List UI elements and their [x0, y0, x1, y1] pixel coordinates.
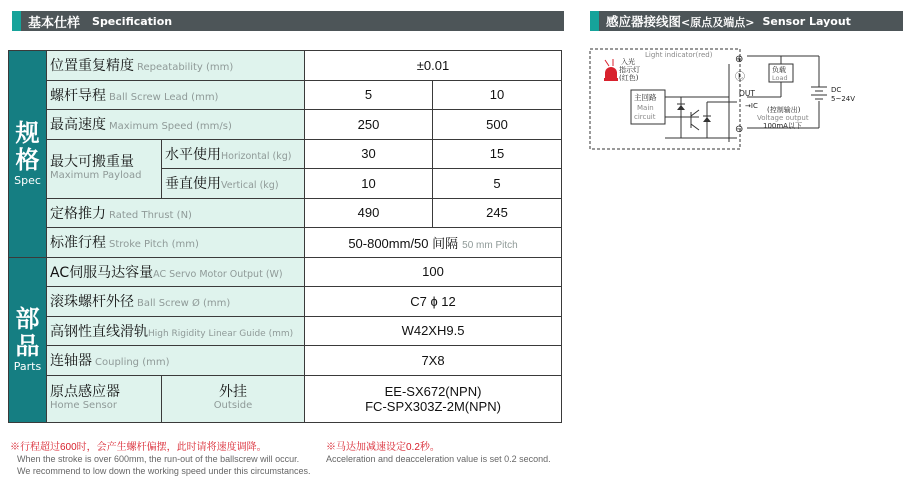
- main-circuit-en2: circuit: [634, 113, 656, 121]
- note-accel: [326, 441, 551, 466]
- sensor-header: [590, 11, 903, 31]
- value-horizontal-1: 30: [305, 139, 433, 169]
- label-vertical: 垂直使用Vertical (kg): [162, 169, 305, 199]
- value-lead-2: 10: [433, 80, 562, 110]
- group-spec-zh: 规格: [15, 119, 40, 175]
- main-circuit-en1: Main: [637, 104, 654, 112]
- spec-header-zh: 基本仕样: [28, 15, 81, 31]
- terminal-control: Ⓛ: [735, 72, 745, 83]
- value-vertical-1: 10: [305, 169, 433, 199]
- light-label-zh2: 指示灯: [619, 66, 640, 74]
- value-vertical-2: 5: [433, 169, 562, 199]
- value-thrust-2: 245: [433, 198, 562, 228]
- note-stroke: [10, 441, 310, 477]
- note-stroke-en2: We recommend to low down the working speed under this circumstances.: [17, 465, 311, 476]
- row-stroke: [9, 228, 562, 258]
- label-coupling: 连轴器 Coupling (mm): [47, 346, 305, 376]
- row-speed: [9, 110, 562, 140]
- note-accel-zh: ※马达加减速设定0.2秒。: [326, 442, 440, 453]
- label-ballscrew: 滚珠螺杆外径 Ball Screw Ø (mm): [47, 287, 305, 317]
- sensor-header-zh: 感应器接线图<原点及端点>: [606, 14, 755, 29]
- group-spec: [9, 51, 47, 258]
- label-stroke: 标准行程 Stroke Pitch (mm): [47, 228, 305, 258]
- value-repeatability: ±0.01: [305, 51, 562, 81]
- group-parts-zh: 部品: [15, 305, 40, 360]
- row-coupling: [9, 346, 562, 376]
- row-ballscrew: [9, 287, 562, 317]
- spec-table: [8, 50, 562, 423]
- dc-label: DC: [831, 86, 842, 94]
- label-thrust: 定格推力 Rated Thrust (N): [47, 198, 305, 228]
- group-parts: [9, 257, 47, 422]
- note-stroke-en1: When the stroke is over 600mm, the run-out of the ballscrew will occur.: [17, 454, 300, 464]
- value-ballscrew: C7 ɸ 12: [305, 287, 562, 317]
- sensor-wiring-diagram: [589, 42, 879, 157]
- value-speed-2: 500: [433, 110, 562, 140]
- header-accent: [590, 11, 599, 31]
- value-sensor: EE-SX672(NPN) FC-SPX303Z-2M(NPN): [305, 375, 562, 422]
- value-lead-1: 5: [305, 80, 433, 110]
- value-coupling: 7X8: [305, 346, 562, 376]
- row-guide: [9, 316, 562, 346]
- load-en: Load: [772, 74, 788, 82]
- label-motor: AC伺服马达容量AC Servo Motor Output (W): [47, 257, 305, 287]
- label-sensor: 原点感应器 Home Sensor: [47, 375, 162, 422]
- note-accel-en: Acceleration and deacceleration value is set 0.2 second.: [326, 454, 551, 464]
- output-zh: (控制输出): [767, 106, 801, 114]
- row-motor: [9, 257, 562, 287]
- row-lead: [9, 80, 562, 110]
- label-outside: 外挂 Outside: [162, 375, 305, 422]
- load-zh: 负载: [772, 66, 786, 74]
- internal-wiring: [665, 64, 737, 142]
- light-label-en: Light indicator(red): [645, 51, 713, 59]
- label-repeatability: 位置重复精度 Repeatability (mm): [47, 51, 305, 81]
- row-repeatability: [9, 51, 562, 81]
- ic-label: →IC: [745, 102, 758, 110]
- light-label-zh1: 入光: [621, 58, 635, 66]
- sensor-header-en: Sensor Layout: [762, 14, 851, 28]
- label-horizontal: 水平使用Horizontal (kg): [162, 139, 305, 169]
- light-label-zh3: (红色): [619, 74, 639, 82]
- value-stroke: 50-800mm/50 间隔 50 mm Pitch: [305, 228, 562, 258]
- output-en: Voltage output: [757, 114, 809, 122]
- row-payload-horizontal: [9, 139, 562, 169]
- out-label: OUT: [739, 89, 755, 98]
- label-guide: 高钢性直线滑轨High Rigidity Linear Guide (mm): [47, 316, 305, 346]
- label-lead: 螺杆导程 Ball Screw Lead (mm): [47, 80, 305, 110]
- label-speed: 最高速度 Maximum Speed (mm/s): [47, 110, 305, 140]
- diode-icon: [677, 104, 711, 122]
- spec-header: [12, 11, 564, 31]
- value-motor: 100: [305, 257, 562, 287]
- value-speed-1: 250: [305, 110, 433, 140]
- value-horizontal-2: 15: [433, 139, 562, 169]
- value-guide: W42XH9.5: [305, 316, 562, 346]
- dc-range: 5~24V: [831, 95, 856, 103]
- label-payload: 最大可搬重量 Maximum Payload: [47, 139, 162, 198]
- main-circuit-zh: 主回路: [634, 93, 657, 102]
- terminal-minus: ⊖: [735, 124, 744, 135]
- group-spec-en: Spec: [14, 174, 41, 188]
- spec-header-en: Specification: [92, 14, 173, 28]
- note-stroke-zh: ※行程超过600时，会产生螺杆偏摆，此时请将速度调降。: [10, 442, 267, 453]
- group-parts-en: Parts: [13, 360, 42, 373]
- row-thrust: [9, 198, 562, 228]
- row-sensor: [9, 375, 562, 422]
- value-thrust-1: 490: [305, 198, 433, 228]
- header-accent: [12, 11, 21, 31]
- output-current: 100mA以下: [763, 122, 802, 130]
- terminal-plus: ⊕: [735, 54, 744, 65]
- light-indicator-icon: [604, 59, 618, 81]
